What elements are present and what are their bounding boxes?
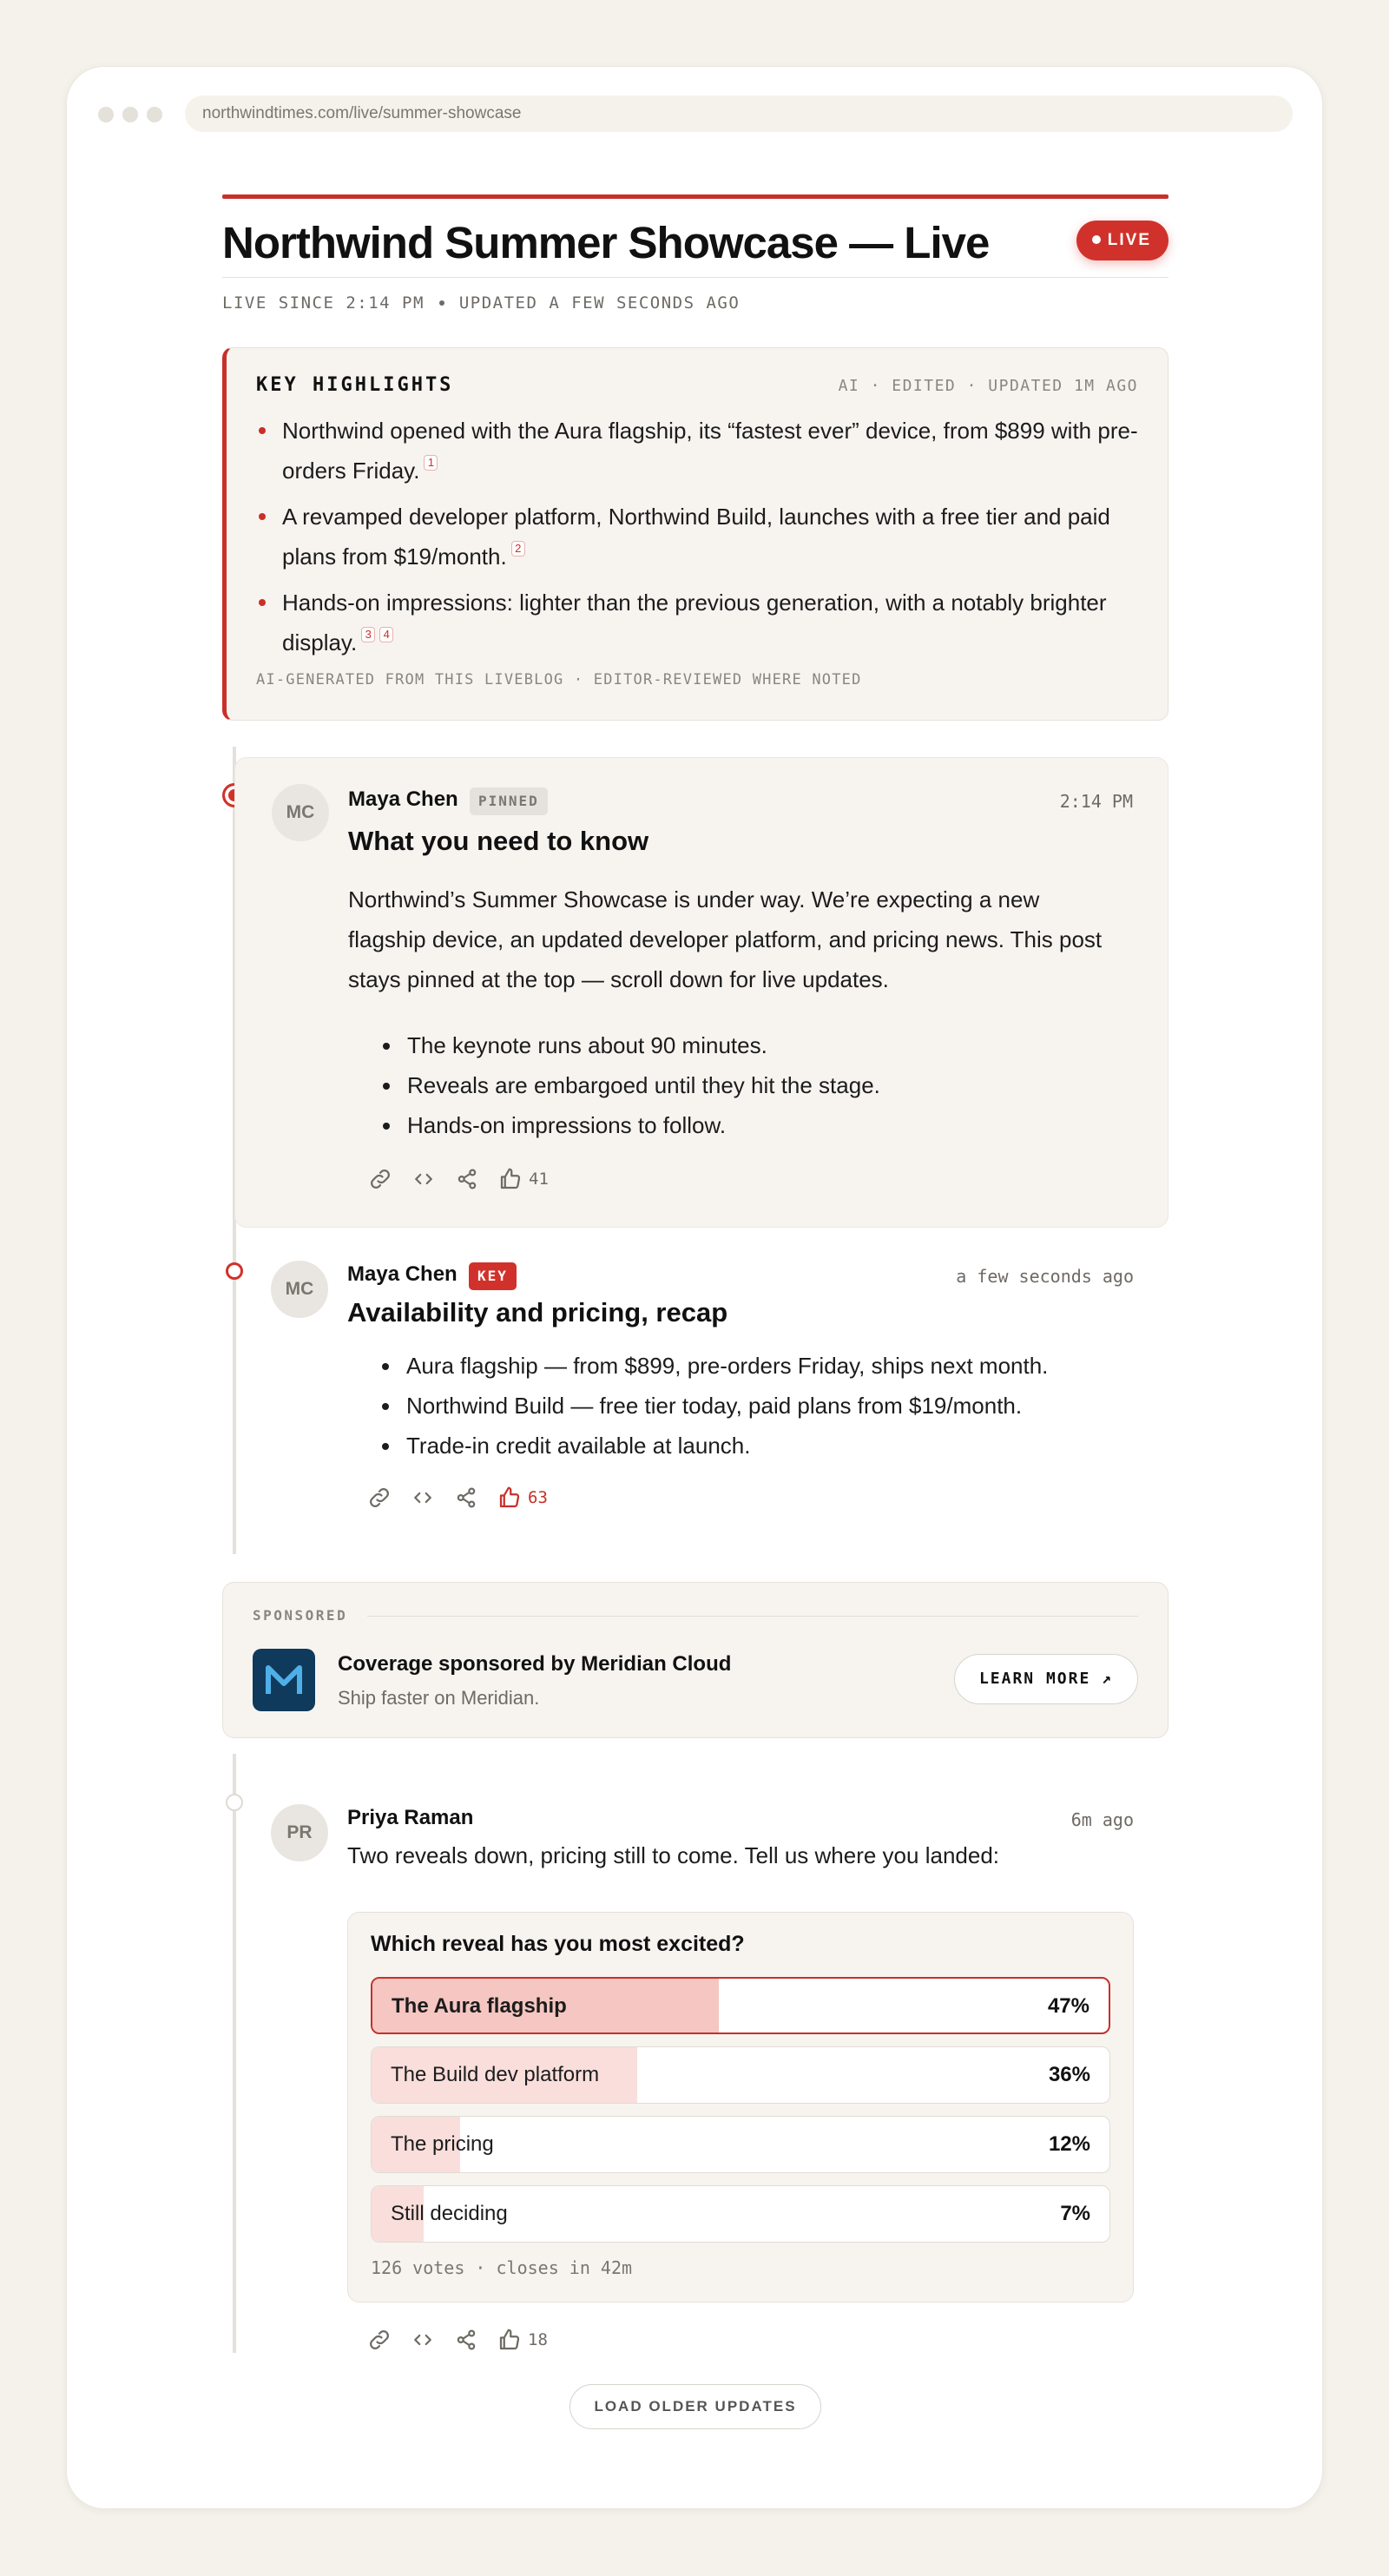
embed-icon[interactable]	[410, 2327, 436, 2353]
highlights-heading: KEY HIGHLIGHTS	[256, 374, 454, 396]
sponsored-label: SPONSORED	[253, 1607, 348, 1624]
avatar: MC	[272, 784, 329, 841]
poll-option-percent: 7%	[1060, 2202, 1090, 2225]
avatar: MC	[271, 1261, 328, 1318]
poll-card	[347, 1912, 1134, 2303]
post-author[interactable]: Priya Raman	[347, 1806, 474, 1829]
highlight-item	[256, 497, 1142, 576]
poll-option[interactable]	[371, 2116, 1110, 2173]
poll-option-label: The Build dev platform	[391, 2063, 600, 2086]
highlights-list	[256, 411, 1142, 669]
embed-icon[interactable]	[410, 1485, 436, 1511]
post-author[interactable]: Maya Chen	[347, 1262, 458, 1286]
window-maximize-dot[interactable]	[147, 107, 162, 122]
avatar: PR	[271, 1804, 328, 1861]
poll-question: Which reveal has you most excited?	[371, 1932, 745, 1956]
citation-link[interactable]: 4	[379, 627, 393, 642]
post-time[interactable]: 2:14 PM	[1059, 791, 1133, 812]
accent-rule	[222, 194, 1168, 199]
like-icon[interactable]	[497, 1166, 523, 1192]
post-key	[234, 1228, 1168, 1540]
highlight-text: A revamped developer platform, Northwind Build, launches with a free tier and paid plans from $19/month.	[282, 504, 1110, 570]
title-divider	[222, 277, 1168, 278]
poll-option-label: The pricing	[391, 2132, 494, 2156]
poll-option[interactable]	[371, 2046, 1110, 2104]
list-item: Trade-in credit available at launch.	[347, 1426, 1111, 1466]
sponsor-title[interactable]: Coverage sponsored by Meridian Cloud	[338, 1652, 732, 1676]
post-time[interactable]: a few seconds ago	[956, 1266, 1134, 1287]
meta-separator-icon	[439, 300, 444, 306]
embed-icon[interactable]	[411, 1166, 437, 1192]
window-minimize-dot[interactable]	[122, 107, 138, 122]
list-item: Reveals are embargoed until they hit the stage.	[348, 1065, 1112, 1105]
pinned-badge: PINNED	[470, 787, 548, 815]
meridian-logo-icon[interactable]	[253, 1649, 315, 1711]
citation-link[interactable]: 1	[424, 455, 438, 471]
address-bar[interactable]: northwindtimes.com/live/summer-showcase	[185, 96, 1293, 132]
post-time[interactable]: 6m ago	[1070, 1809, 1134, 1830]
window-close-dot[interactable]	[98, 107, 114, 122]
post-title: Availability and pricing, recap	[347, 1297, 728, 1328]
poll-option-percent: 12%	[1048, 2132, 1090, 2156]
link-icon[interactable]	[366, 2327, 392, 2353]
list-item: Aura flagship — from $899, pre-orders Friday, ships next month.	[347, 1346, 1111, 1386]
highlights-status: AI · EDITED · UPDATED 1M AGO	[838, 377, 1138, 395]
poll-option-percent: 47%	[1047, 1994, 1089, 2018]
sponsor-card	[222, 1582, 1168, 1738]
post-pinned	[234, 757, 1168, 1228]
load-older-button[interactable]: LOAD OLDER UPDATES	[569, 2384, 821, 2429]
liveblog	[222, 194, 1168, 2415]
poll-option[interactable]	[371, 2185, 1110, 2243]
live-label: LIVE	[1107, 231, 1151, 249]
like-count: 63	[528, 1488, 548, 1507]
browser-chrome	[67, 67, 1322, 154]
highlights-footer: AI-GENERATED FROM THIS LIVEBLOG · EDITOR-REVIEWED WHERE NOTED	[256, 671, 862, 688]
post-bullets	[348, 1025, 1112, 1145]
like-icon[interactable]	[497, 2327, 523, 2353]
live-since: LIVE SINCE 2:14 PM	[222, 293, 425, 313]
post-body: Northwind’s Summer Showcase is under way. We’re expecting a new flagship device, an updated developer platform, and pricing news. This post stays pinned at the top — scroll down for live updates.	[348, 886, 1103, 992]
highlight-item	[256, 583, 1142, 662]
list-item: Northwind Build — free tier today, paid plans from $19/month.	[347, 1386, 1111, 1426]
updated-time: UPDATED A FEW SECONDS AGO	[458, 293, 741, 313]
share-icon[interactable]	[454, 1166, 480, 1192]
share-icon[interactable]	[453, 2327, 479, 2353]
citation-link[interactable]: 2	[511, 541, 525, 557]
like-count: 41	[529, 1169, 549, 1189]
citation-link[interactable]: 3	[361, 627, 375, 642]
post-body: Two reveals down, pricing still to come. Tell us where you landed:	[347, 1842, 1000, 1868]
like-count: 18	[528, 2330, 548, 2349]
learn-more-button[interactable]: LEARN MORE ↗	[954, 1654, 1138, 1704]
page-title: Northwind Summer Showcase — Live	[222, 218, 990, 267]
key-highlights-card	[222, 347, 1168, 721]
poll-footer: 126 votes · closes in 42m	[371, 2257, 633, 2278]
sponsor-divider	[367, 1616, 1138, 1617]
liveblog-meta	[222, 293, 740, 313]
post-title: What you need to know	[348, 826, 649, 856]
highlight-text: Hands-on impressions: lighter than the previous generation, with a notably brighter display.	[282, 590, 1107, 656]
highlight-item	[256, 411, 1142, 491]
live-dot-icon	[1092, 235, 1101, 244]
poll-option-label: Still deciding	[391, 2202, 508, 2225]
poll-option-percent: 36%	[1048, 2063, 1090, 2086]
share-icon[interactable]	[453, 1485, 479, 1511]
poll-option[interactable]	[371, 1977, 1110, 2034]
live-badge	[1076, 221, 1168, 260]
poll-option-label: The Aura flagship	[392, 1994, 567, 2018]
link-icon[interactable]	[366, 1485, 392, 1511]
like-icon-active[interactable]	[497, 1485, 523, 1511]
post-bullets	[347, 1346, 1111, 1466]
list-item: The keynote runs about 90 minutes.	[348, 1025, 1112, 1065]
key-badge: KEY	[469, 1262, 517, 1290]
sponsor-subtitle: Ship faster on Meridian.	[338, 1687, 540, 1709]
post-author[interactable]: Maya Chen	[348, 787, 458, 811]
link-icon[interactable]	[367, 1166, 393, 1192]
highlight-text: Northwind opened with the Aura flagship, its “fastest ever” device, from $899 with pre-orders Friday.	[282, 418, 1138, 484]
list-item: Hands-on impressions to follow.	[348, 1105, 1112, 1145]
